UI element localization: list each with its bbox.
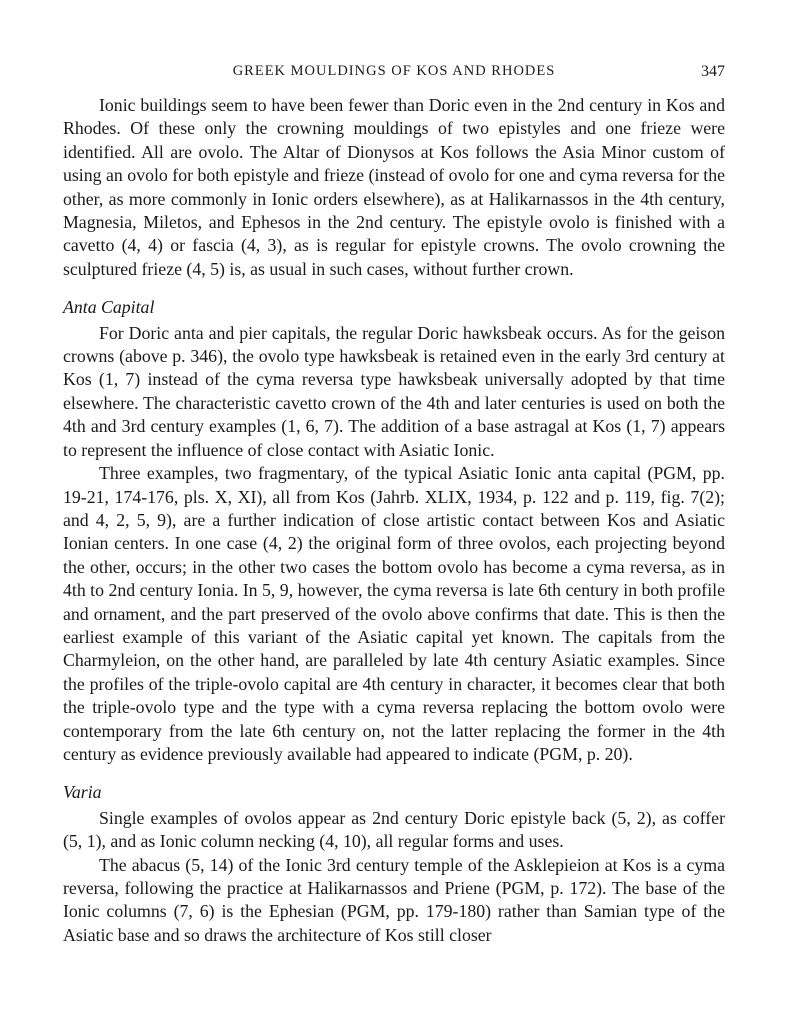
section-heading-anta-capital: Anta Capital <box>63 297 155 318</box>
page-number: 347 <box>701 63 725 80</box>
running-title: GREEK MOULDINGS OF KOS AND RHODES <box>232 63 556 79</box>
section-heading-varia: Varia <box>63 782 102 803</box>
paragraph-single-ovolos: Single examples of ovolos appear as 2nd century Doric epistyle back (5, 2), as coffer (5, 1), and as Ionic column necking (4, 10), all regular forms and uses. <box>63 807 725 852</box>
running-head <box>63 60 725 88</box>
page <box>63 60 725 947</box>
paragraph-abacus: The abacus (5, 14) of the Ionic 3rd century temple of the Asklepieion at Kos is a cyma reversa, following the practice at Halikarnassos and Priene (PGM, p. 172). The base of the Ionic columns (7, 6) is the Ephesian (PGM, pp. 179-180) rather than Samian type of the Asiatic base and so draws the architecture of Kos still closer <box>63 854 725 945</box>
paragraph-ionic-buildings: Ionic buildings seem to have been fewer than Doric even in the 2nd century in Kos and Rhodes. Of these only the crowning mouldings of two epistyles and one frieze were identified. All are ovolo. The Altar of Dionysos at Kos follows the Asia Minor custom of using an ovolo for both epistyle and frieze (instead of ovolo for one and cyma reversa for the other, as more commonly in Ionic orders elsewhere), as at Halikarnassos in the 4th century, Magnesia, Miletos, and Ephesos in the 2nd century. The epistyle ovolo is finished with a cavetto (4, 4) or fascia (4, 3), as is regular for epistyle crowns. The ovolo crowning the sculptured frieze (4, 5) is, as usual in such cases, without further crown. <box>63 95 725 279</box>
paragraph-doric-anta: For Doric anta and pier capitals, the regular Doric hawksbeak occurs. As for the geison crowns (above p. 346), the ovolo type hawksbeak is retained even in the early 3rd century at Kos (1, 7) instead of the cyma reversa type hawksbeak universally adopted by that time elsewhere. The characteristic cavetto crown of the 4th and later centuries is used on both the 4th and 3rd century examples (1, 6, 7). The addition of a base astragal at Kos (1, 7) appears to represent the influence of close contact with Asiatic Ionic. <box>63 322 725 460</box>
paragraph-asiatic-anta-capital: Three examples, two fragmentary, of the typical Asiatic Ionic anta capital (PGM, pp. 19-21, 174-176, pls. X, XI), all from Kos (Jahrb. XLIX, 1934, p. 122 and p. 119, fig. 7(2); and 4, 2, 5, 9), are a further indication of close artistic contact between Kos and Asiatic Ionian centers. In one case (4, 2) the original form of three ovolos, each projecting beyond the other, occurs; in the other two cases the bottom ovolo has become a cyma reversa, as in 4th to 2nd century Ionia. In 5, 9, however, the cyma reversa is late 6th century in both profile and ornament, and the part preserved of the ovolo above confirms that date. This is then the earliest example of this variant of the Asiatic capital yet known. The capitals from the Charmyleion, on the other hand, are paralleled by late 4th century Asiatic examples. Since the profiles of the triple-ovolo capital are 4th century in character, it becomes clear that both the triple-ovolo type and the type with a cyma reversa replacing the bottom ovolo were contemporary from the late 6th century on, not the latter replacing the former in the 4th century as evidence previously available had appeared to indicate (PGM, p. 20). <box>63 463 725 764</box>
